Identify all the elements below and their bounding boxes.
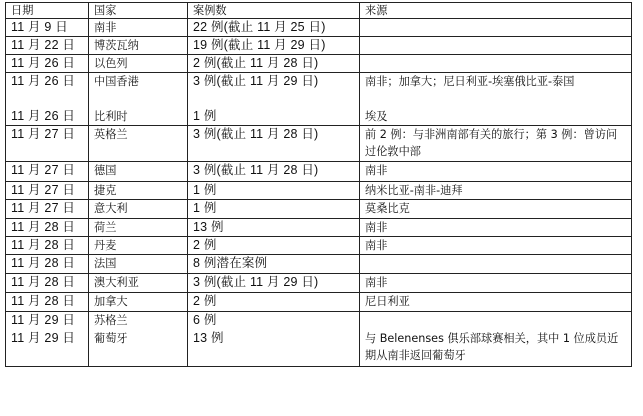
table-row <box>6 293 632 312</box>
table-row <box>6 200 632 219</box>
cases-cell: 3 例(截止 11 月 28 日) <box>188 126 360 162</box>
date-cell: 11 月 29 日 <box>6 312 89 330</box>
cases-cell: 22 例(截止 11 月 25 日) <box>188 19 360 37</box>
table-row <box>6 37 632 55</box>
cases-cell: 8 例潜在案例 <box>188 255 360 274</box>
table-row <box>6 312 632 330</box>
date-cell: 11 月 27 日 <box>6 182 89 200</box>
table-row <box>6 19 632 37</box>
source-cell: 南非 <box>360 219 632 237</box>
table-row <box>6 219 632 237</box>
country-cell: 德国 <box>89 162 188 182</box>
date-cell: 11 月 22 日 <box>6 37 89 55</box>
table-row <box>6 73 632 108</box>
source-cell: 南非；加拿大；尼日利亚-埃塞俄比亚-泰国 <box>360 73 632 108</box>
date-cell: 11 月 9 日 <box>6 19 89 37</box>
source-cell: 埃及 <box>360 108 632 126</box>
source-cell <box>360 19 632 37</box>
cases-cell: 1 例 <box>188 200 360 219</box>
date-cell: 11 月 26 日 <box>6 73 89 108</box>
date-cell: 11 月 26 日 <box>6 55 89 73</box>
country-cell: 法国 <box>89 255 188 274</box>
cases-cell: 3 例(截止 11 月 29 日) <box>188 274 360 293</box>
country-cell: 英格兰 <box>89 126 188 162</box>
date-cell: 11 月 28 日 <box>6 255 89 274</box>
cases-cell: 2 例(截止 11 月 28 日) <box>188 55 360 73</box>
date-cell: 11 月 28 日 <box>6 219 89 237</box>
country-cell: 以色列 <box>89 55 188 73</box>
source-cell: 南非 <box>360 162 632 182</box>
cases-cell: 1 例 <box>188 182 360 200</box>
source-cell: 南非 <box>360 274 632 293</box>
cases-cell: 2 例 <box>188 237 360 255</box>
table-row <box>6 55 632 73</box>
country-cell: 捷克 <box>89 182 188 200</box>
cases-cell: 3 例(截止 11 月 29 日) <box>188 73 360 108</box>
country-cell: 中国香港 <box>89 73 188 108</box>
source-cell: 莫桑比克 <box>360 200 632 219</box>
source-cell <box>360 55 632 73</box>
table-row <box>6 162 632 182</box>
date-cell: 11 月 26 日 <box>6 108 89 126</box>
date-cell: 11 月 27 日 <box>6 200 89 219</box>
country-cell: 澳大利亚 <box>89 274 188 293</box>
cases-cell: 19 例(截止 11 月 29 日) <box>188 37 360 55</box>
cases-cell: 13 例 <box>188 330 360 367</box>
source-cell: 尼日利亚 <box>360 293 632 312</box>
country-cell: 荷兰 <box>89 219 188 237</box>
date-cell: 11 月 27 日 <box>6 126 89 162</box>
table-row <box>6 108 632 126</box>
country-cell: 比利时 <box>89 108 188 126</box>
table-row <box>6 255 632 274</box>
header-row <box>6 3 632 19</box>
source-cell: 南非 <box>360 237 632 255</box>
date-cell: 11 月 28 日 <box>6 274 89 293</box>
cases-cell: 6 例 <box>188 312 360 330</box>
header-date: 日期 <box>6 3 89 19</box>
country-cell: 意大利 <box>89 200 188 219</box>
header-country: 国家 <box>89 3 188 19</box>
cases-cell: 1 例 <box>188 108 360 126</box>
country-cell: 丹麦 <box>89 237 188 255</box>
header-cases: 案例数 <box>188 3 360 19</box>
source-cell: 前 2 例：与非洲南部有关的旅行；第 3 例：曾访问过伦敦中部 <box>360 126 632 162</box>
table-row <box>6 126 632 162</box>
source-cell <box>360 312 632 330</box>
cases-cell: 3 例(截止 11 月 28 日) <box>188 162 360 182</box>
omicron-cases-table <box>5 2 632 367</box>
table-row <box>6 237 632 255</box>
country-cell: 加拿大 <box>89 293 188 312</box>
source-cell: 与 Belenenses 俱乐部球赛相关，其中 1 位成员近期从南非返回葡萄牙 <box>360 330 632 367</box>
table-row <box>6 182 632 200</box>
header-source: 来源 <box>360 3 632 19</box>
source-cell <box>360 37 632 55</box>
source-cell <box>360 255 632 274</box>
date-cell: 11 月 27 日 <box>6 162 89 182</box>
source-cell: 纳米比亚-南非-迪拜 <box>360 182 632 200</box>
country-cell: 南非 <box>89 19 188 37</box>
table-row <box>6 330 632 367</box>
date-cell: 11 月 29 日 <box>6 330 89 367</box>
table-row <box>6 274 632 293</box>
country-cell: 葡萄牙 <box>89 330 188 367</box>
date-cell: 11 月 28 日 <box>6 237 89 255</box>
date-cell: 11 月 28 日 <box>6 293 89 312</box>
cases-cell: 13 例 <box>188 219 360 237</box>
country-cell: 博茨瓦纳 <box>89 37 188 55</box>
country-cell: 苏格兰 <box>89 312 188 330</box>
cases-cell: 2 例 <box>188 293 360 312</box>
